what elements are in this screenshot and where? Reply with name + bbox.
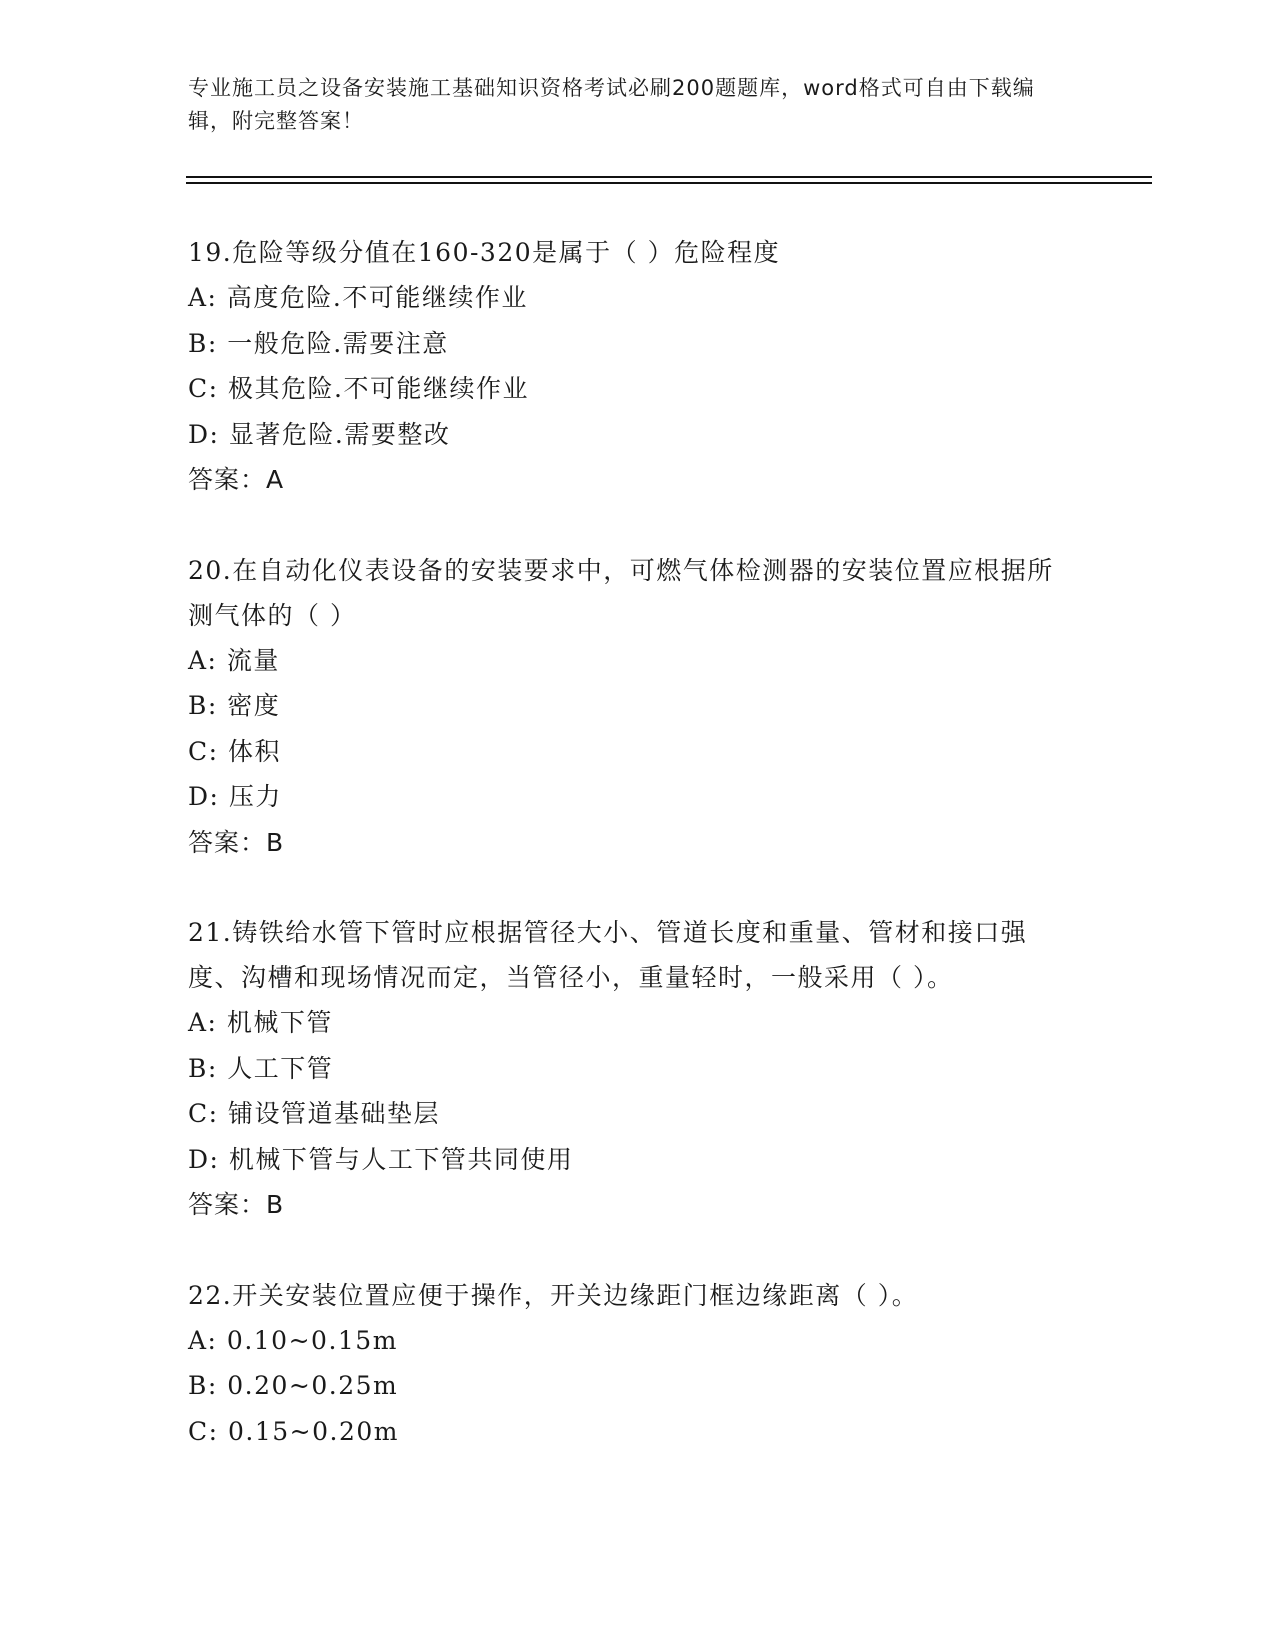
option-a: A: 机械下管: [188, 1008, 333, 1037]
option-c: C: 体积: [188, 736, 281, 766]
answer-label: 答案：A: [188, 465, 285, 494]
question-stem: 19.危险等级分值在160-320是属于（ ）危险程度: [188, 238, 781, 267]
header-divider-top: [186, 176, 1152, 178]
option-d: D: 压力: [188, 782, 282, 811]
option-b: B: 密度: [188, 691, 281, 720]
option-c: C: 0.15~0.20m: [188, 1416, 399, 1446]
option-a: A: 0.10~0.15m: [188, 1325, 398, 1355]
question-20: [188, 548, 1088, 866]
question-22: [188, 1273, 1088, 1455]
answer-label: 答案：B: [188, 1190, 285, 1219]
question-21: [188, 910, 1088, 1228]
question-19: [188, 230, 1088, 503]
header-divider-bottom: [186, 182, 1152, 184]
question-stem: 20.在自动化仪表设备的安装要求中，可燃气体检测器的安装位置应根据所测气体的（ ）: [188, 555, 1054, 630]
question-stem: 22.开关安装位置应便于操作，开关边缘距门框边缘距离（ ）。: [188, 1280, 919, 1310]
question-stem: 21.铸铁给水管下管时应根据管径大小、管道长度和重量、管材和接口强度、沟槽和现场情况而定，当管径小，重量轻时，一般采用（ ）。: [188, 918, 1028, 992]
option-a: A: 流量: [188, 645, 280, 675]
document-header-title: 专业施工员之设备安装施工基础知识资格考试必刷200题题库，word格式可自由下载编辑，附完整答案！: [188, 76, 1035, 133]
option-b: B: 人工下管: [188, 1053, 334, 1083]
option-b: B: 0.20~0.25m: [188, 1371, 399, 1400]
answer-label: 答案：B: [188, 827, 285, 857]
option-a: A: 高度危险.不可能继续作业: [188, 283, 528, 312]
option-c: C: 极其危险.不可能继续作业: [188, 374, 529, 403]
option-d: D: 显著危险.需要整改: [188, 419, 451, 449]
question-list: [188, 230, 1088, 1499]
option-d: D: 机械下管与人工下管共同使用: [188, 1144, 574, 1174]
option-b: B: 一般危险.需要注意: [188, 328, 449, 358]
option-c: C: 铺设管道基础垫层: [188, 1099, 440, 1128]
